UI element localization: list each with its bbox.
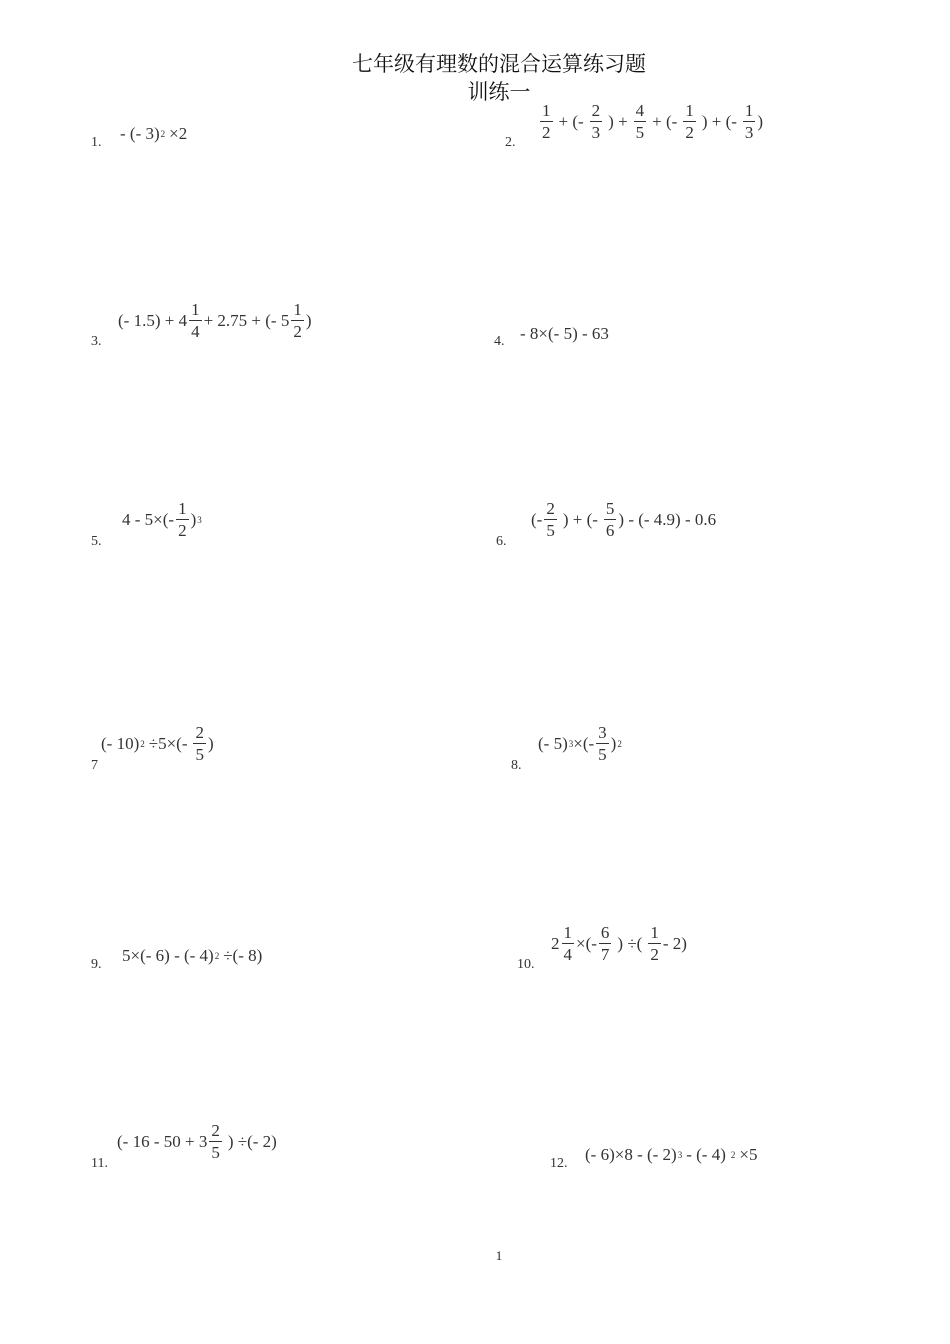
fraction [596, 724, 609, 763]
problem-number: 5. [91, 534, 102, 549]
expr-text: ×2 [169, 124, 188, 143]
numerator: 3 [598, 723, 607, 742]
expr-text: ) + (- [701, 111, 737, 131]
expr-text: 4 - 5×(- [122, 509, 175, 529]
problem-number: 2. [505, 135, 516, 150]
fraction [176, 500, 189, 539]
expr-text: + 2.75 + (- 5 [203, 310, 290, 330]
numerator: 2 [591, 101, 601, 120]
denominator: 5 [635, 123, 645, 142]
fraction [743, 102, 756, 141]
problem-expression [520, 324, 609, 344]
fraction [590, 102, 603, 141]
numerator: 4 [635, 101, 645, 120]
problem-expression [531, 500, 716, 539]
problem-number: 10. [517, 957, 535, 972]
problem-number: 6. [496, 534, 507, 549]
numerator: 1 [563, 923, 572, 942]
numerator: 1 [293, 300, 302, 319]
numerator: 2 [195, 723, 204, 742]
problem-expression [122, 500, 202, 539]
denominator: 2 [685, 123, 694, 142]
expr-text: - (- 3) [120, 124, 160, 143]
problem-expression [538, 724, 622, 763]
fraction [540, 102, 553, 141]
expr-text: ) [757, 111, 764, 131]
denominator: 4 [191, 322, 200, 341]
expr-text: + (- [558, 111, 584, 131]
problem-expression [120, 124, 191, 144]
denominator: 7 [600, 945, 610, 964]
denominator: 2 [178, 521, 187, 540]
expr-text: ) - (- 4.9) - 0.6 [618, 509, 717, 529]
denominator: 5 [598, 745, 607, 764]
page-title: 七年级有理数的混合运算练习题 [352, 52, 646, 76]
problem-number: 7 [91, 758, 98, 773]
numerator: 2 [546, 499, 555, 518]
denominator: 2 [293, 322, 302, 341]
denominator: 4 [563, 945, 572, 964]
numerator: 1 [744, 101, 754, 120]
problem-number: 1. [91, 135, 102, 150]
exponent: 2 [617, 738, 622, 749]
expr-text: + (- [652, 111, 678, 131]
exponent: 2 [730, 1150, 736, 1160]
exponent: 2 [160, 129, 166, 139]
page-subtitle: 训练一 [467, 80, 531, 104]
exponent: 2 [140, 738, 145, 749]
expr-text: 2 [551, 933, 560, 953]
expr-text: ÷5×(- [148, 733, 188, 753]
expr-text: ) + [608, 111, 628, 131]
expr-text: ×(- [576, 933, 597, 953]
fraction [544, 500, 557, 539]
expr-text: ) [305, 310, 312, 330]
expr-text: - (- 4) [686, 1145, 726, 1164]
expr-text: ) [190, 509, 197, 529]
numerator: 2 [211, 1121, 220, 1140]
denominator: 5 [546, 521, 555, 540]
problem-number: 8. [511, 758, 522, 773]
fraction [634, 102, 647, 141]
fraction [648, 924, 661, 963]
expr-text: ) ÷( [617, 933, 643, 953]
fraction [683, 102, 696, 141]
expr-text: ÷(- 8) [223, 946, 263, 965]
fraction [599, 924, 612, 963]
expr-text: ×(- [573, 733, 595, 753]
denominator: 2 [650, 945, 659, 964]
denominator: 3 [744, 123, 754, 142]
expr-text: - 8×(- 5) - 63 [520, 324, 609, 343]
problem-number: 12. [550, 1156, 568, 1171]
fraction [291, 301, 304, 340]
expr-text: ) ÷(- 2) [227, 1131, 277, 1151]
expr-text: (- 6)×8 - (- 2) [585, 1145, 677, 1164]
problem-number: 4. [494, 334, 505, 349]
problem-number: 11. [91, 1156, 108, 1171]
exponent: 3 [568, 738, 574, 749]
fraction [604, 500, 617, 539]
problem-number: 9. [91, 957, 102, 972]
expr-text: ) [610, 733, 617, 753]
expr-text: ) + (- [562, 509, 598, 529]
problem-expression [117, 1122, 281, 1161]
expr-text: (- 1.5) + 4 [118, 310, 188, 330]
expr-text: (- 10) [101, 733, 140, 753]
denominator: 5 [195, 745, 204, 764]
problem-expression [551, 924, 687, 963]
problem-expression [538, 102, 763, 141]
problem-expression [118, 301, 312, 340]
expr-text: 5×(- 6) - (- 4) [122, 946, 214, 965]
numerator: 1 [542, 101, 551, 120]
numerator: 1 [685, 101, 694, 120]
problem-expression [585, 1145, 761, 1165]
denominator: 6 [605, 521, 615, 540]
fraction [209, 1122, 222, 1161]
problem-expression [101, 724, 214, 763]
expr-text: ) [207, 733, 214, 753]
page-number: 1 [495, 1248, 503, 1263]
exponent: 2 [214, 951, 220, 961]
numerator: 1 [178, 499, 187, 518]
problem-number: 3. [91, 334, 102, 349]
numerator: 5 [605, 499, 615, 518]
denominator: 5 [211, 1143, 220, 1162]
expr-text: (- 16 - 50 + 3 [117, 1131, 208, 1151]
fraction [189, 301, 202, 340]
expr-text: - 2) [662, 933, 687, 953]
numerator: 1 [650, 923, 659, 942]
expr-text: (- 5) [538, 733, 568, 753]
denominator: 3 [591, 123, 601, 142]
fraction [562, 924, 575, 963]
numerator: 6 [600, 923, 610, 942]
exponent: 3 [677, 1150, 683, 1160]
exponent: 3 [197, 514, 202, 525]
expr-text: (- [531, 509, 543, 529]
expr-text: ×5 [739, 1145, 758, 1164]
numerator: 1 [191, 300, 200, 319]
fraction [193, 724, 206, 763]
problem-expression [122, 946, 266, 966]
denominator: 2 [542, 123, 551, 142]
